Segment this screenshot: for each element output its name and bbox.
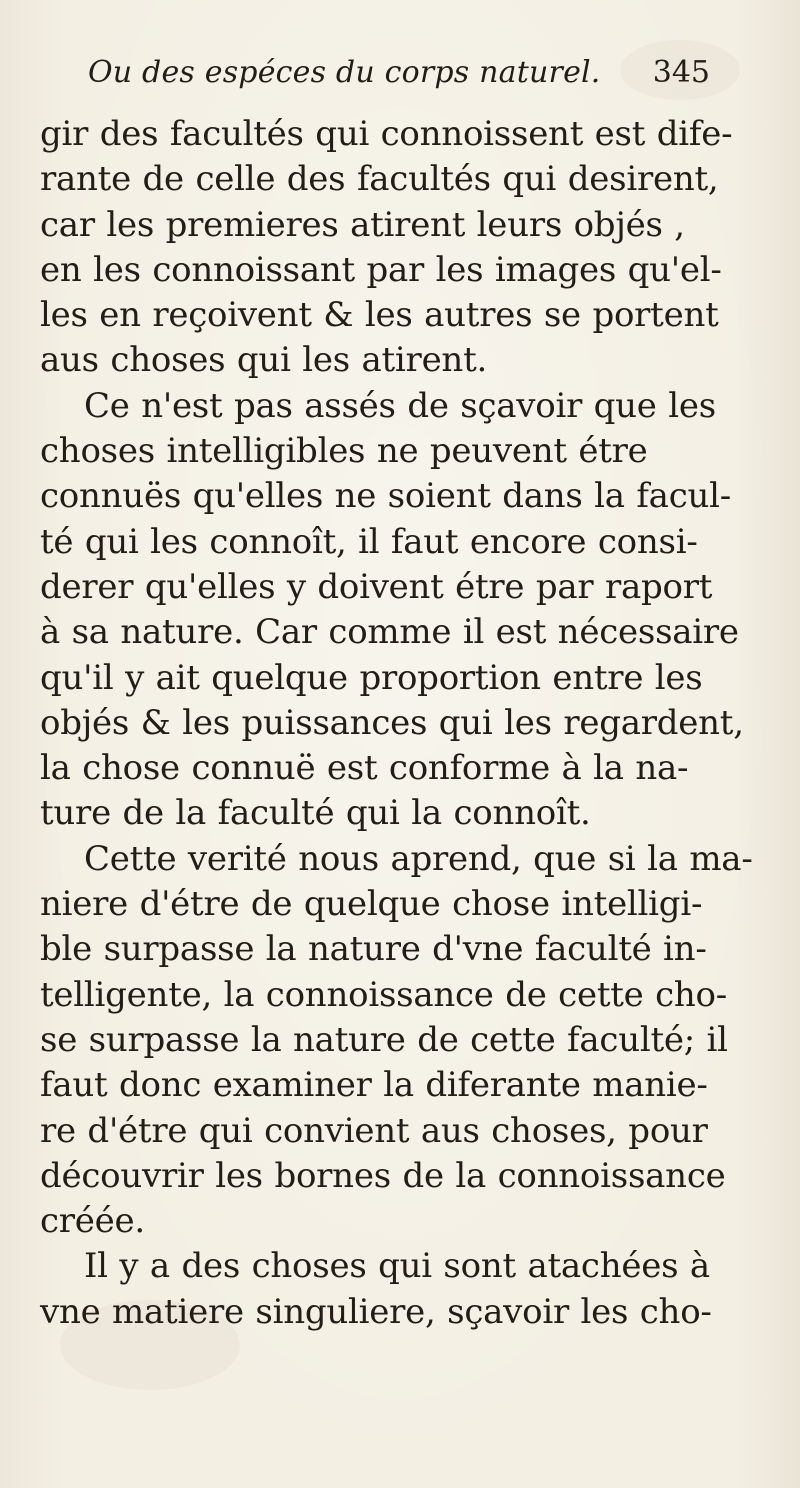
- text-line: objés & les puissances qui les regardent,: [40, 702, 744, 743]
- text-line: créée.: [40, 1201, 145, 1242]
- text-line: derer qu'elles y doivent étre par raport: [40, 566, 713, 607]
- paragraph-start-line: Il y a des choses qui sont atachées à: [84, 1246, 710, 1287]
- body-text: [40, 112, 758, 1335]
- text-line: re d'étre qui convient aus choses, pour: [40, 1110, 708, 1151]
- text-line: car les premieres atirent leurs objés ,: [40, 204, 685, 245]
- text-line: telligente, la connoissance de cette cho-: [40, 974, 727, 1015]
- text-line: gir des facultés qui connoissent est dife-: [40, 114, 733, 154]
- text-line: faut donc examiner la diferante manie-: [40, 1065, 708, 1106]
- text-line: ble surpasse la nature d'vne faculté in-: [40, 929, 707, 970]
- text-line: la chose connuë est conforme à la na-: [40, 748, 689, 789]
- text-line: ture de la faculté qui la connoît.: [40, 793, 591, 834]
- text-line: té qui les connoît, il faut encore consi-: [40, 521, 698, 562]
- page-header: [88, 50, 710, 96]
- page-number: 345: [652, 55, 710, 90]
- paragraph-start-line: Ce n'est pas assés de sçavoir que les: [84, 385, 716, 426]
- text-line: aus choses qui les atirent.: [40, 340, 488, 381]
- text-line: se surpasse la nature de cette faculté; il: [40, 1019, 728, 1060]
- paragraph-start-line: Cette verité nous aprend, que si la ma-: [84, 838, 753, 879]
- text-line: qu'il y ait quelque proportion entre les: [40, 657, 703, 698]
- text-line: en les connoissant par les images qu'el-: [40, 249, 722, 290]
- text-line: niere d'étre de quelque chose intelligi-: [40, 884, 703, 925]
- text-line: rante de celle des facultés qui desirent,: [40, 159, 719, 200]
- text-line: connuës qu'elles ne soient dans la facul-: [40, 476, 731, 517]
- text-line: choses intelligibles ne peuvent étre: [40, 431, 648, 472]
- text-line: vne matiere singuliere, sçavoir les cho-: [40, 1291, 712, 1332]
- text-line: les en reçoivent & les autres se portent: [40, 295, 719, 336]
- text-line: découvrir les bornes de la connoissance: [40, 1155, 726, 1196]
- text-line: à sa nature. Car comme il est nécessaire: [40, 612, 739, 653]
- running-head: Ou des espéces du corps naturel.: [88, 55, 601, 90]
